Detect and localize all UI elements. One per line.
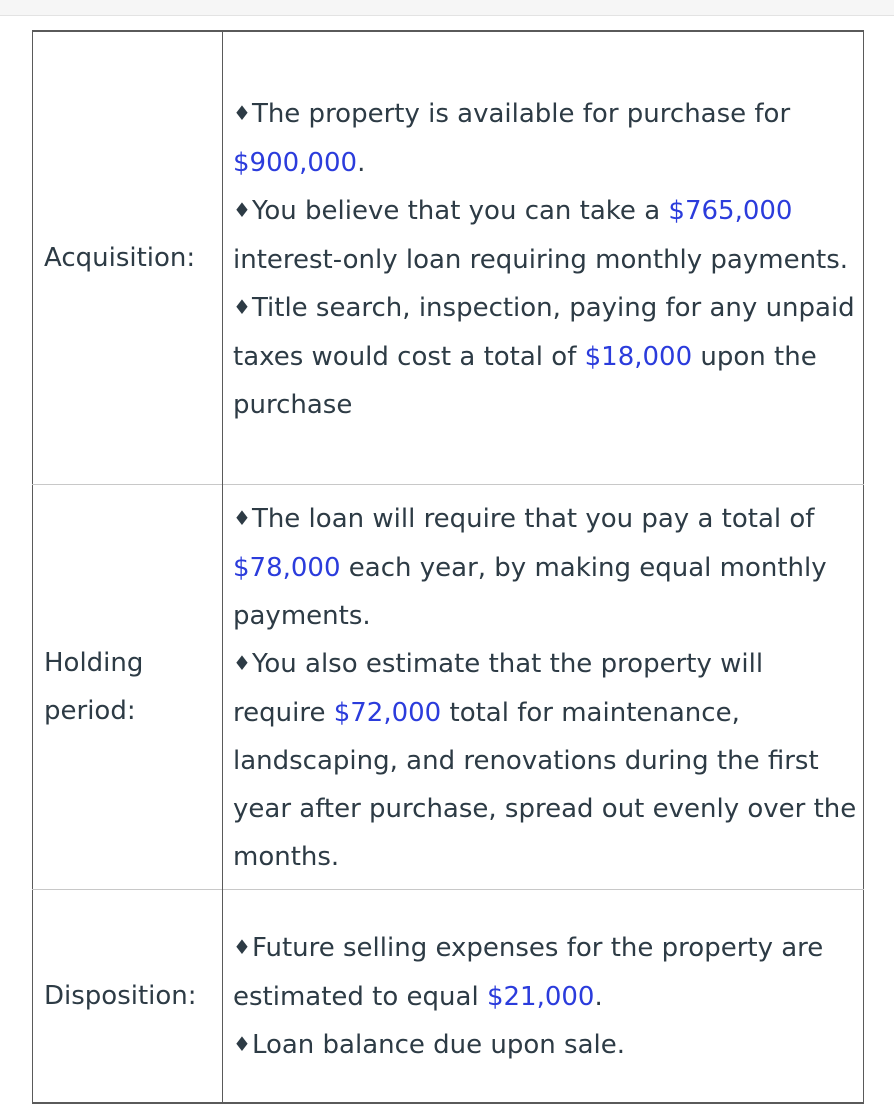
diamond-bullet-icon: ♦ [233, 197, 251, 222]
money-amount: $72,000 [333, 698, 442, 728]
bullet-text: You believe that you can take a [251, 195, 669, 226]
money-amount: $900,000 [233, 147, 358, 178]
money-amount: $765,000 [668, 195, 793, 226]
bullet-text: Loan balance due upon sale. [251, 1030, 626, 1060]
row-label-acquisition: Acquisition: [33, 31, 223, 485]
bullet-text-end: upon the purchase [233, 341, 817, 420]
row-content-disposition [223, 890, 864, 1104]
diamond-bullet-icon: ♦ [233, 506, 251, 530]
table-row-holding-period [33, 485, 864, 890]
property-info-table [32, 30, 864, 1104]
table-row-acquisition [33, 31, 864, 485]
money-amount: $18,000 [584, 341, 693, 372]
bullet-item [233, 187, 859, 284]
bullet-text: Title search, inspection, paying for any unpaid taxes would cost a total of [233, 292, 855, 372]
row-label-holding-period: Holding period: [33, 485, 223, 890]
table-row-disposition [33, 890, 864, 1104]
bullet-text-end: . [594, 982, 603, 1012]
bullet-text-end: total for maintenance, landscaping, and renovations during the first year after purchase, spread out evenly over the months. [233, 698, 857, 872]
diamond-bullet-icon: ♦ [233, 100, 251, 125]
bullet-text-end: interest-only loan requiring monthly payments. [233, 244, 849, 275]
bullet-text-end: each year, by making equal monthly payments. [233, 553, 827, 631]
diamond-bullet-icon: ♦ [233, 935, 251, 959]
bullet-text: You also estimate that the property will require [233, 649, 764, 728]
bullet-item [233, 90, 859, 187]
top-page-rule [0, 0, 894, 16]
row-content-acquisition [223, 31, 864, 485]
bullet-item [233, 495, 859, 640]
row-content-holding-period [223, 485, 864, 890]
bullet-text-end: . [357, 147, 366, 178]
bullet-text: Future selling expenses for the property are estimated to equal [233, 933, 824, 1012]
row-label-disposition: Disposition: [33, 890, 223, 1104]
bullet-item [233, 640, 859, 881]
diamond-bullet-icon: ♦ [233, 294, 251, 319]
money-amount: $78,000 [233, 553, 341, 583]
bullet-item [233, 1021, 859, 1070]
money-amount: $21,000 [486, 982, 595, 1012]
bullet-text: The loan will require that you pay a total of [251, 504, 815, 534]
diamond-bullet-icon: ♦ [233, 651, 251, 675]
bullet-text: The property is available for purchase for [251, 98, 791, 129]
bullet-item [233, 924, 859, 1021]
diamond-bullet-icon: ♦ [233, 1032, 251, 1056]
bullet-item [233, 284, 859, 429]
